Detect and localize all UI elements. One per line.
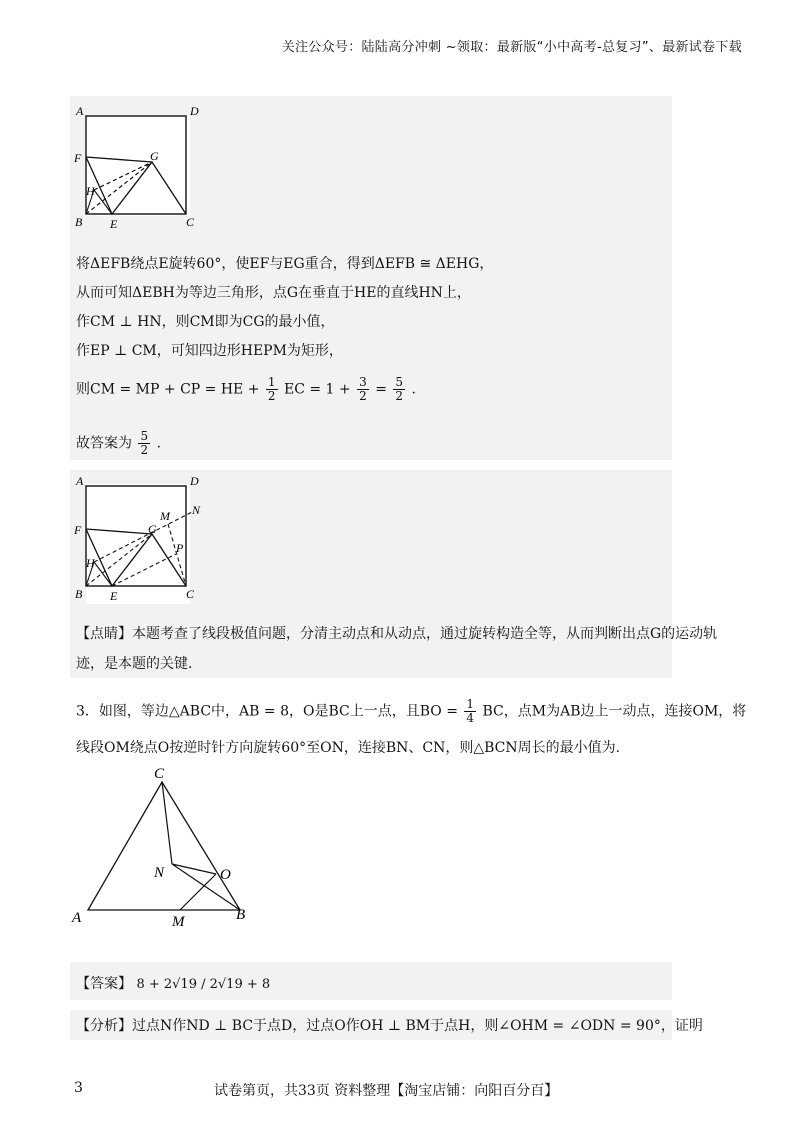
label-A: A (76, 474, 84, 488)
problem3-line-1: 3．如图，等边△ABC中，AB = 8，O是BC上一点，且BO = $\frac{1}{4}$ BC，点M为AB边上一动点，连接OM，将 (76, 697, 747, 725)
solution-answer: 故答案为 $\frac{5}{2}$ . (76, 429, 161, 457)
figure-square-2 (72, 474, 222, 609)
header-note: 关注公众号：陆陆高分冲刺 ~领取：最新版“小中高考-总复习”、最新试卷下载 (281, 40, 742, 55)
label-H: H (86, 184, 95, 198)
solution-line-5: 则CM = MP + CP = HE + $\frac{1}{2}$ EC = 1 + $\frac{3}{2}$ = $\frac{5}{2}$ . (76, 375, 416, 403)
problem3-line-2: 线段OM绕点O按逆时针方向旋转60°至ON，连接BN、CN，则△BCN周长的最小值为. (76, 740, 621, 756)
label-C: C (186, 215, 195, 229)
label-E: E (110, 589, 118, 603)
label-P: P (176, 541, 184, 555)
analysis-line: 【分析】过点N作ND ⊥ BC于点D，过点O作OH ⊥ BM于点H，则∠OHM = ∠ODN = 90°，证明 (76, 1018, 703, 1034)
label-A: A (76, 104, 84, 118)
label-M: M (160, 509, 170, 523)
label-B: B (236, 907, 246, 923)
label-N: N (154, 865, 165, 881)
label-B: B (75, 215, 83, 229)
answer-value: 8 + 2√19 / 2√19 + 8 (136, 977, 271, 992)
fraction-three-halves: $\frac{3}{2}$ (359, 375, 367, 403)
label-A: A (72, 910, 82, 926)
label-D: D (190, 474, 199, 488)
label-F: F (74, 151, 82, 165)
fraction-five-halves: $\frac{5}{2}$ (395, 375, 404, 403)
answer-label: 【答案】 (76, 976, 132, 992)
solution-line-2: 从而可知ΔEBH为等边三角形，点G在垂直于HE的直线HN上， (76, 285, 471, 301)
fraction-answer: $\frac{5}{2}$ (140, 429, 149, 457)
footer-text: 试卷第页，共33页 资料整理【淘宝店铺：向阳百分百】 (214, 1083, 559, 1099)
label-B: B (75, 587, 83, 601)
label-F: F (74, 523, 82, 537)
answer-line (76, 974, 270, 995)
label-N: N (192, 503, 201, 517)
solution-line-3: 作CM ⊥ HN，则CM即为CG的最小值， (76, 314, 335, 330)
label-E: E (110, 217, 118, 231)
fraction-one-half: $\frac{1}{2}$ (267, 375, 276, 403)
label-H: H (86, 556, 95, 570)
comment-line-2: 迹，是本题的关键. (76, 656, 193, 672)
figure-square-1 (72, 100, 212, 235)
label-G: G (150, 149, 159, 163)
label-D: D (190, 104, 199, 118)
comment-line-1: 【点睛】本题考查了线段极值问题，分清主动点和从动点，通过旋转构造全等，从而判断出点G的运动轨 (76, 626, 718, 642)
label-C: C (186, 587, 195, 601)
page-number: 3 (74, 1080, 83, 1096)
solution-line-1: 将ΔEFB绕点E旋转60°，使EF与EG重合，得到ΔEFB ≅ ΔEHG， (76, 256, 494, 272)
label-M: M (172, 914, 185, 930)
label-O: O (220, 867, 231, 883)
label-G: G (148, 522, 157, 536)
figure-triangle (68, 762, 268, 932)
solution-line-4: 作EP ⊥ CM，可知四边形HEPM为矩形， (76, 343, 343, 359)
fraction-one-quarter: $\frac{1}{4}$ (466, 697, 475, 725)
label-C: C (154, 766, 165, 782)
